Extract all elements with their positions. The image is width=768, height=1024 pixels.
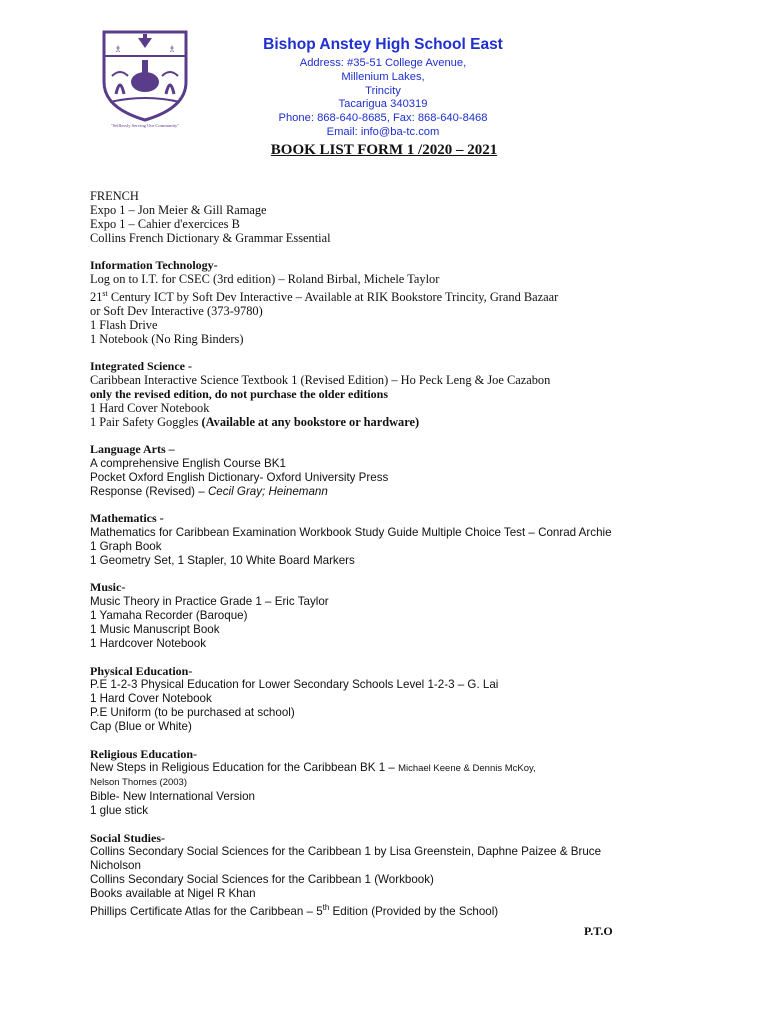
logo-motto: "Selflessly Serving Our Community" [110, 123, 180, 128]
list-item [90, 287, 690, 305]
section-language-arts [90, 443, 690, 499]
list-item-note: only the revised edition, do not purchase the older editions [90, 387, 389, 401]
please-turn-over: P.T.O [584, 924, 613, 938]
list-item [90, 416, 690, 430]
address-line: Millenium Lakes, [341, 70, 425, 83]
section-religious-education [90, 748, 690, 819]
email-line: Email: info@ba-tc.com [326, 125, 440, 138]
list-item: 1 Music Manuscript Book [90, 623, 220, 637]
section-heading: FRENCH [90, 189, 139, 203]
address-line: Tacarigua 340319 [338, 98, 428, 111]
list-item: Expo 1 – Cahier d'exercices B [90, 216, 240, 231]
item-text: Century ICT by Soft Dev Interactive – Available at RIK Bookstore Trincity, Grand Bazaar [107, 290, 559, 305]
list-item: Collins French Dictionary & Grammar Essential [90, 230, 331, 245]
list-item: 1 Hard Cover Notebook [90, 692, 212, 706]
section-integrated-science [90, 360, 690, 430]
page-title [0, 142, 768, 159]
list-item: Books available at Nigel R Khan [90, 887, 256, 901]
list-item: Music Theory in Practice Grade 1 – Eric Taylor [90, 595, 329, 609]
phone-fax-line: Phone: 868-640-8685, Fax: 868-640-8468 [278, 112, 488, 125]
school-name: Bishop Anstey High School East [263, 36, 503, 53]
section-heading: Social Studies- [90, 830, 166, 845]
section-mathematics [90, 512, 690, 568]
list-item: 1 Graph Book [90, 540, 162, 554]
section-information-technology [90, 259, 690, 347]
ordinal-suffix: st [102, 288, 108, 298]
item-text: Phillips Certificate Atlas for the Caribbean – 5 [90, 904, 323, 918]
list-item [90, 901, 690, 919]
section-french [90, 190, 690, 246]
address-line: Trincity [365, 84, 401, 97]
school-crest-logo [94, 24, 196, 128]
section-heading: Information Technology- [90, 258, 218, 273]
ordinal-number: 21 [90, 290, 103, 305]
list-item: 1 glue stick [90, 804, 148, 818]
school-header [228, 36, 538, 140]
title-text: BOOK LIST FORM 1 /2020 – 2021 [270, 142, 498, 158]
list-item-continuation: or Soft Dev Interactive (373-9780) [90, 303, 263, 318]
item-text: 1 Pair Safety Goggles [90, 414, 202, 429]
list-item: Mathematics for Caribbean Examination Workbook Study Guide Multiple Choice Test – Conrad Archie [90, 526, 612, 540]
section-heading: Religious Education- [90, 746, 198, 761]
list-item: P.E Uniform (to be purchased at school) [90, 706, 295, 720]
item-author: Cecil Gray; Heinemann [207, 484, 328, 498]
list-item: Collins Secondary Social Sciences for the Caribbean 1 (Workbook) [90, 873, 434, 887]
section-heading: Language Arts – [90, 442, 175, 457]
list-item: Collins Secondary Social Sciences for the Caribbean 1 by Lisa Greenstein, Daphne Paizee & Bruce Nicholson [90, 845, 602, 873]
list-item: 1 Hardcover Notebook [90, 637, 206, 651]
section-heading: Physical Education- [90, 663, 193, 678]
book-list [90, 190, 690, 932]
list-item: 1 Yamaha Recorder (Baroque) [90, 609, 248, 623]
list-item: Expo 1 – Jon Meier & Gill Ramage [90, 202, 267, 217]
address-line: Address: #35-51 College Avenue, [299, 57, 467, 69]
section-heading: Music- [90, 580, 126, 595]
list-item: P.E 1-2-3 Physical Education for Lower Secondary Schools Level 1-2-3 – G. Lai [90, 678, 499, 692]
section-physical-education [90, 665, 690, 735]
section-music [90, 581, 690, 651]
item-text: New Steps in Religious Education for the Caribbean BK 1 – [90, 761, 399, 775]
list-item-continuation: Nelson Thornes (2003) [90, 777, 187, 789]
list-item: 1 Flash Drive [90, 317, 158, 332]
list-item: Log on to I.T. for CSEC (3rd edition) – Roland Birbal, Michele Taylor [90, 272, 440, 287]
svg-text:♗: ♗ [114, 45, 123, 55]
list-item: Caribbean Interactive Science Textbook 1 (Revised Edition) – Ho Peck Leng & Joe Cazabon [90, 373, 551, 388]
item-text: Edition (Provided by the School) [329, 904, 499, 918]
list-item: A comprehensive English Course BK1 [90, 457, 286, 471]
section-heading: Mathematics - [90, 511, 164, 526]
list-item: 1 Hard Cover Notebook [90, 400, 210, 415]
list-item: Pocket Oxford English Dictionary- Oxford University Press [90, 471, 389, 485]
list-item: 1 Notebook (No Ring Binders) [90, 331, 244, 346]
item-note: (Available at any bookstore or hardware) [201, 414, 420, 429]
list-item [90, 761, 690, 776]
ordinal-suffix: th [322, 903, 330, 913]
list-item [90, 485, 690, 499]
item-text: Response (Revised) – [90, 484, 208, 498]
list-item: Bible- New International Version [90, 790, 255, 804]
list-item: 1 Geometry Set, 1 Stapler, 10 White Board Markers [90, 554, 355, 568]
section-heading: Integrated Science - [90, 359, 192, 374]
item-author: Michael Keene & Dennis McKoy, [398, 763, 536, 775]
section-social-studies [90, 832, 690, 919]
svg-text:♗: ♗ [168, 45, 177, 55]
list-item: Cap (Blue or White) [90, 720, 192, 734]
